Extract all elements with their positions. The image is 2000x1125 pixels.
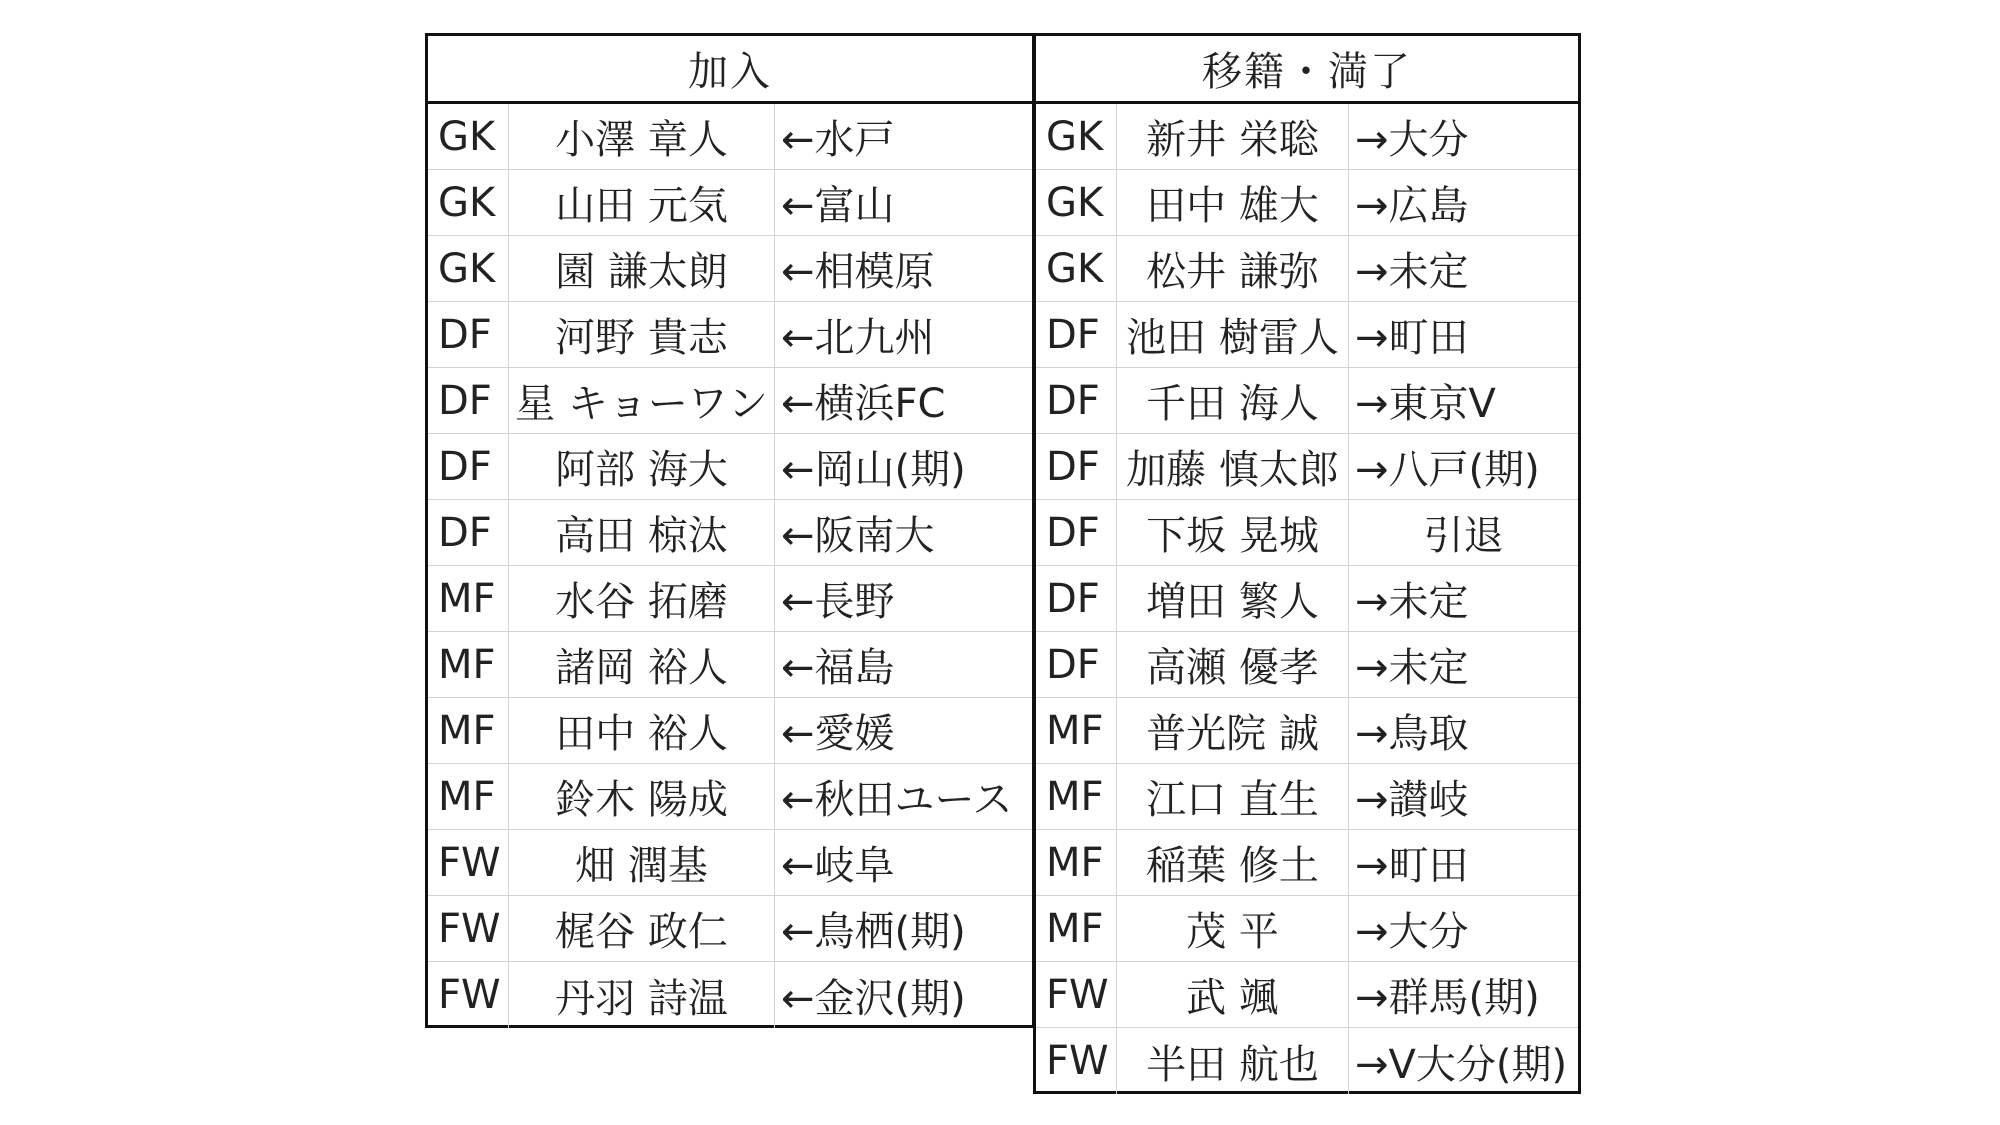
joins-row-player-name: 丹羽 詩温 — [508, 962, 774, 1028]
joins-row-position: FW — [428, 896, 508, 962]
leaves-row-club: →未定 — [1348, 236, 1578, 302]
leaves-row-position: FW — [1036, 962, 1116, 1028]
leaves-row-position: GK — [1036, 104, 1116, 170]
leaves-row-position: DF — [1036, 434, 1116, 500]
leaves-row-position: FW — [1046, 1038, 1109, 1084]
leaves-row-player-name: 高瀬 優孝 — [1116, 632, 1348, 698]
joins-row-player-name: 星 キョーワン — [508, 368, 774, 434]
joins-row-player-name: 河野 貴志 — [508, 302, 774, 368]
leaves-row-club: →未定 — [1348, 632, 1578, 698]
leaves-row-player-name: 加藤 慎太郎 — [1116, 434, 1348, 500]
joins-row-position: GK — [428, 104, 508, 170]
joins-row-player-name: 鈴木 陽成 — [508, 764, 774, 830]
joins-row-position: FW — [438, 972, 501, 1018]
leaves-row-player-name: 稲葉 修土 — [1116, 830, 1348, 896]
joins-row-club: ←愛媛 — [774, 698, 1032, 764]
leaves-row-player-name: 下坂 晃城 — [1116, 500, 1348, 566]
leaves-row-player-name: 松井 謙弥 — [1116, 236, 1348, 302]
joins-row-club: ←金沢(期) — [774, 962, 1032, 1028]
joins-row-player-name: 阿部 海大 — [508, 434, 774, 500]
leaves-row-player-name: 武 颯 — [1116, 962, 1348, 1028]
leaves-row-club: →広島 — [1348, 170, 1578, 236]
joins-row-club: ←岐阜 — [774, 830, 1032, 896]
leaves-row-club: →大分 — [1348, 104, 1578, 170]
leaves-row-position: DF — [1036, 302, 1116, 368]
leaves-row-club: →大分 — [1348, 896, 1578, 962]
leaves-row-player-name: 普光院 誠 — [1116, 698, 1348, 764]
leaves-row-position: DF — [1036, 632, 1116, 698]
leaves-row-club: →V大分(期) — [1348, 1028, 1578, 1094]
leaves-row-club: →讃岐 — [1348, 764, 1578, 830]
joins-row-position: DF — [428, 434, 508, 500]
joins-row-position: GK — [428, 170, 508, 236]
joins-row-position: MF — [428, 698, 508, 764]
joins-table-title: 加入 — [428, 36, 1032, 104]
joins-row-player-name: 水谷 拓磨 — [508, 566, 774, 632]
joins-row-club: ←水戸 — [774, 104, 1032, 170]
leaves-row-position: MF — [1036, 896, 1116, 962]
leaves-row-club: →八戸(期) — [1348, 434, 1578, 500]
leaves-row-player-name: 池田 樹雷人 — [1116, 302, 1348, 368]
leaves-row-club: →町田 — [1348, 830, 1578, 896]
joins-row-position: FW — [428, 830, 508, 896]
joins-row-club: ←富山 — [774, 170, 1032, 236]
leaves-row-position: DF — [1036, 566, 1116, 632]
joins-row-position: DF — [428, 500, 508, 566]
leaves-row-player-name: 新井 栄聡 — [1116, 104, 1348, 170]
joins-row-club: ←横浜FC — [774, 368, 1032, 434]
leaves-row-position: DF — [1036, 500, 1116, 566]
leaves-row-position: GK — [1036, 170, 1116, 236]
joins-row-position: DF — [428, 302, 508, 368]
joins-row-player-name: 園 謙太朗 — [508, 236, 774, 302]
joins-row-player-name: 諸岡 裕人 — [508, 632, 774, 698]
joins-row-club: ←岡山(期) — [774, 434, 1032, 500]
leaves-row-club: →東京V — [1348, 368, 1578, 434]
leaves-row-club: →鳥取 — [1348, 698, 1578, 764]
joins-row-position: GK — [428, 236, 508, 302]
joins-row-club: ←阪南大 — [774, 500, 1032, 566]
joins-row-player-name: 畑 潤基 — [508, 830, 774, 896]
leaves-row-player-name: 田中 雄大 — [1116, 170, 1348, 236]
joins-row-club: ←北九州 — [774, 302, 1032, 368]
joins-row-player-name: 小澤 章人 — [508, 104, 774, 170]
leaves-row-position: DF — [1036, 368, 1116, 434]
joins-row-player-name: 梶谷 政仁 — [508, 896, 774, 962]
joins-table — [425, 33, 1035, 1028]
joins-row-player-name: 山田 元気 — [508, 170, 774, 236]
joins-row-club: ←鳥栖(期) — [774, 896, 1032, 962]
leaves-table-title: 移籍・満了 — [1036, 36, 1578, 104]
leaves-table — [1033, 33, 1581, 1094]
leaves-row-club: →群馬(期) — [1348, 962, 1578, 1028]
joins-row-position: MF — [428, 632, 508, 698]
leaves-row-club: →未定 — [1348, 566, 1578, 632]
leaves-row-position: MF — [1036, 764, 1116, 830]
leaves-row-club: 引退 — [1348, 500, 1578, 566]
joins-row-club: ←秋田ユース — [774, 764, 1032, 830]
joins-row-position: MF — [428, 764, 508, 830]
leaves-row-player-name: 江口 直生 — [1116, 764, 1348, 830]
leaves-row-player-name: 半田 航也 — [1116, 1028, 1348, 1094]
leaves-row-position: GK — [1036, 236, 1116, 302]
joins-row-position: DF — [428, 368, 508, 434]
joins-row-club: ←相模原 — [774, 236, 1032, 302]
joins-row-club: ←福島 — [774, 632, 1032, 698]
leaves-row-position: MF — [1036, 830, 1116, 896]
joins-row-player-name: 高田 椋汰 — [508, 500, 774, 566]
leaves-row-player-name: 増田 繁人 — [1116, 566, 1348, 632]
leaves-row-club: →町田 — [1348, 302, 1578, 368]
leaves-row-player-name: 千田 海人 — [1116, 368, 1348, 434]
joins-row-player-name: 田中 裕人 — [508, 698, 774, 764]
joins-row-position: MF — [428, 566, 508, 632]
leaves-row-player-name: 茂 平 — [1116, 896, 1348, 962]
leaves-row-position: MF — [1036, 698, 1116, 764]
joins-row-club: ←長野 — [774, 566, 1032, 632]
